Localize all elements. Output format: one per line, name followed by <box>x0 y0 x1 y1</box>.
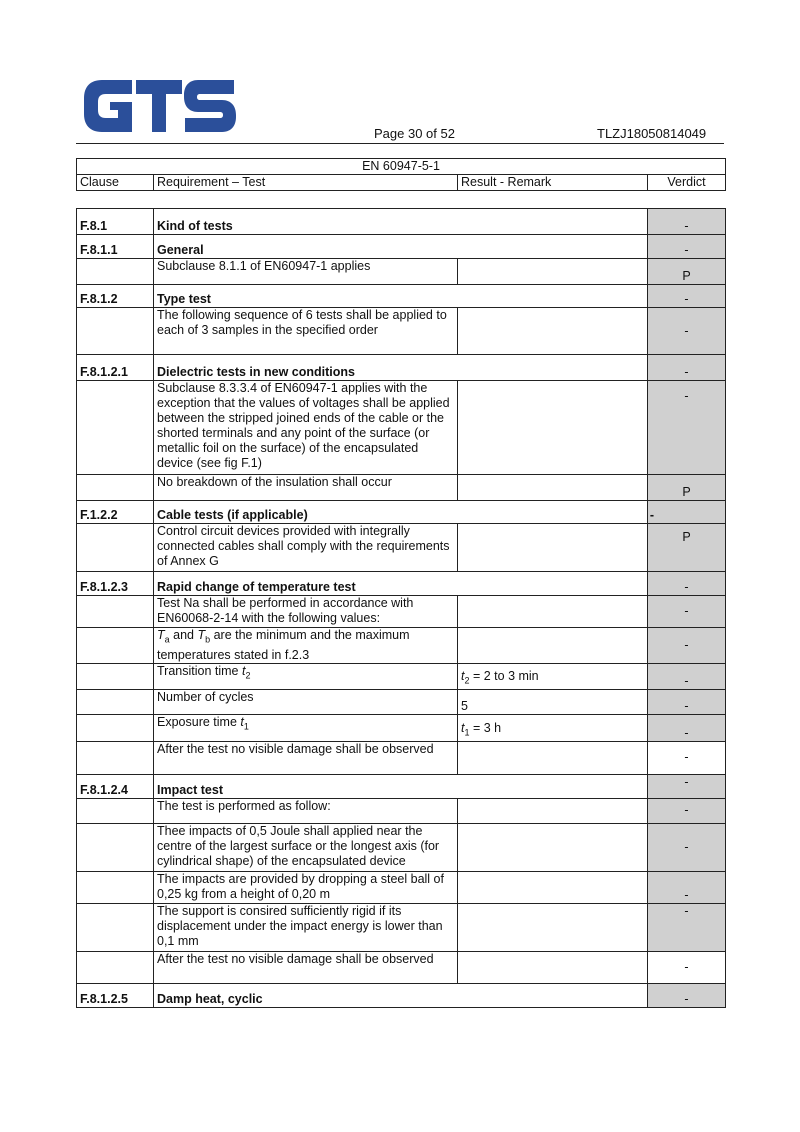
clause-cell <box>77 596 154 628</box>
verdict-cell: - <box>648 983 726 1007</box>
var-t: t <box>240 714 244 729</box>
table-row <box>77 951 726 983</box>
requirement-cell: Impact test <box>154 774 648 798</box>
requirement-cell: Type test <box>154 285 648 308</box>
requirement-cell: Control circuit devices provided with integrally connected cables shall comply with the requirements of Annex G <box>154 524 458 572</box>
requirement-cell: Number of cycles <box>154 689 458 714</box>
verdict-cell: - <box>648 663 726 689</box>
verdict-cell: - <box>648 689 726 714</box>
req-rest: are the minimum and the maximum temperatures stated in f.2.3 <box>157 628 410 662</box>
clause-cell <box>77 308 154 355</box>
req-text: Exposure time <box>157 714 241 729</box>
clause-cell: F.8.1 <box>77 209 154 235</box>
result-text: = 2 to 3 min <box>469 669 539 683</box>
requirement-cell: After the test no visible damage shall be observed <box>154 951 458 983</box>
requirement-cell: After the test no visible damage shall be observed <box>154 741 458 774</box>
clause-cell: F.8.1.2.4 <box>77 774 154 798</box>
clause-cell <box>77 663 154 689</box>
requirement-cell <box>154 501 655 524</box>
result-cell <box>458 259 648 285</box>
verdict-cell <box>648 501 726 524</box>
table-row <box>77 235 726 259</box>
var-t: t <box>461 721 465 735</box>
requirement-cell: Kind of tests <box>154 209 648 235</box>
clause-cell <box>77 524 154 572</box>
table-row <box>77 285 726 308</box>
requirement-cell: Rapid change of temperature test <box>154 572 648 596</box>
result-cell <box>458 871 648 903</box>
col-result: Result - Remark <box>458 175 648 191</box>
result-cell <box>458 381 648 475</box>
table-row <box>77 308 726 355</box>
sub-2: 2 <box>464 675 470 686</box>
clause-cell <box>77 798 154 823</box>
table-row <box>77 501 726 524</box>
table-row <box>77 983 726 1007</box>
requirement-cell <box>154 714 458 741</box>
requirement-cell: Thee impacts of 0,5 Joule shall applied near the centre of the largest surface or the longest axis (for cylindrical shape) of the encapsulated device <box>154 823 458 871</box>
verdict-cell: - <box>648 714 726 741</box>
requirement-cell: The impacts are provided by dropping a steel ball of 0,25 kg from a height of 0,20 m <box>154 871 458 903</box>
sub-2: 2 <box>245 670 251 680</box>
table-row <box>77 572 726 596</box>
var-ta: T <box>157 628 165 642</box>
clause-cell <box>77 741 154 774</box>
clause-cell: F.8.1.2 <box>77 285 154 308</box>
result-cell <box>458 714 648 741</box>
table-row <box>77 475 726 501</box>
verdict-cell: - <box>648 774 726 798</box>
verdict-cell: - <box>648 628 726 664</box>
var-t: t <box>241 663 246 678</box>
clause-cell: F.8.1.2.1 <box>77 355 154 381</box>
requirement-cell: Test Na shall be performed in accordance with EN60068-2-14 with the following values: <box>154 596 458 628</box>
col-clause: Clause <box>77 175 154 191</box>
sub-1: 1 <box>243 721 249 731</box>
verdict-mark: - <box>649 508 655 522</box>
clause-cell <box>77 871 154 903</box>
table-row <box>77 628 726 664</box>
clause-cell <box>77 628 154 664</box>
verdict-cell: P <box>648 259 726 285</box>
requirement-cell: Subclause 8.3.3.4 of EN60947-1 applies with the exception that the values of voltages shall be applied between the stripped joined ends of the cable or the shorted terminals and any point of the surface (or metallic foil on the surface) of the encapsulated device (see fig F.1) <box>154 381 458 475</box>
verdict-cell: - <box>648 871 726 903</box>
verdict-cell: - <box>648 308 726 355</box>
table-row <box>77 663 726 689</box>
table-row <box>77 689 726 714</box>
verdict-cell: - <box>648 741 726 774</box>
report-number: TLZJ18050814049 <box>597 126 707 141</box>
table-row <box>77 524 726 572</box>
result-cell <box>458 798 648 823</box>
result-cell <box>458 475 648 501</box>
requirement-cell: The support is consired sufficiently rigid if its displacement under the impact energy is lower than 0,1 mm <box>154 903 458 951</box>
requirement-text: Cable tests (if applicable) <box>157 508 308 522</box>
verdict-cell: P <box>648 524 726 572</box>
table-row <box>77 871 726 903</box>
result-cell <box>458 903 648 951</box>
verdict-cell: - <box>648 381 726 475</box>
requirement-cell: Dielectric tests in new conditions <box>154 355 648 381</box>
requirement-cell: The following sequence of 6 tests shall be applied to each of 3 samples in the specified order <box>154 308 458 355</box>
result-cell <box>458 663 648 689</box>
clause-cell <box>77 903 154 951</box>
clause-cell <box>77 381 154 475</box>
table-row <box>77 596 726 628</box>
result-cell <box>458 524 648 572</box>
result-cell <box>458 628 648 664</box>
col-requirement: Requirement – Test <box>154 175 458 191</box>
result-cell <box>458 823 648 871</box>
table-row <box>77 355 726 381</box>
sub-a: a <box>164 634 170 645</box>
result-cell <box>458 308 648 355</box>
requirement-cell: Subclause 8.1.1 of EN60947-1 applies <box>154 259 458 285</box>
verdict-cell: - <box>648 951 726 983</box>
result-cell <box>458 951 648 983</box>
table-header <box>76 158 726 191</box>
verdict-cell: - <box>648 903 726 951</box>
gts-logo <box>84 80 236 132</box>
result-cell <box>458 741 648 774</box>
clause-cell: F.8.1.1 <box>77 235 154 259</box>
requirement-cell: Damp heat, cyclic <box>154 983 648 1007</box>
verdict-cell: - <box>648 572 726 596</box>
requirement-cell: No breakdown of the insulation shall occur <box>154 475 458 501</box>
requirement-cell: General <box>154 235 648 259</box>
table-row <box>77 381 726 475</box>
requirement-cell <box>154 663 458 689</box>
table-row <box>77 903 726 951</box>
table-row <box>77 823 726 871</box>
var-tb: T <box>197 628 206 642</box>
requirement-cell: The test is performed as follow: <box>154 798 458 823</box>
standard-title: EN 60947-5-1 <box>77 159 726 175</box>
clause-cell <box>77 823 154 871</box>
sub-1: 1 <box>464 727 470 738</box>
requirement-cell <box>154 628 458 664</box>
verdict-cell: - <box>648 355 726 381</box>
verdict-cell: - <box>648 596 726 628</box>
result-cell <box>458 596 648 628</box>
result-cell: 5 <box>458 689 648 714</box>
col-verdict: Verdict <box>648 175 726 191</box>
page-number: Page 30 of 52 <box>374 126 455 141</box>
test-table <box>76 208 726 1008</box>
table-row <box>77 209 726 235</box>
verdict-cell: - <box>648 235 726 259</box>
table-row <box>77 741 726 774</box>
verdict-cell: - <box>648 823 726 871</box>
header-rule <box>76 143 724 144</box>
req-and: and <box>169 628 198 642</box>
clause-cell: F.8.1.2.3 <box>77 572 154 596</box>
var-t: t <box>461 669 465 683</box>
result-text: = 3 h <box>469 721 502 735</box>
table-row <box>77 798 726 823</box>
clause-cell: F.1.2.2 <box>77 501 154 524</box>
table-row <box>77 774 726 798</box>
verdict-cell: - <box>648 798 726 823</box>
clause-cell <box>77 259 154 285</box>
verdict-cell: P <box>648 475 726 501</box>
clause-cell <box>77 951 154 983</box>
table-row <box>77 714 726 741</box>
req-text: Transition time <box>157 663 242 678</box>
clause-cell <box>77 714 154 741</box>
verdict-cell: - <box>648 285 726 308</box>
clause-cell: F.8.1.2.5 <box>77 983 154 1007</box>
verdict-cell: - <box>648 209 726 235</box>
table-row <box>77 259 726 285</box>
clause-cell <box>77 475 154 501</box>
sub-b: b <box>205 634 211 645</box>
clause-cell <box>77 689 154 714</box>
